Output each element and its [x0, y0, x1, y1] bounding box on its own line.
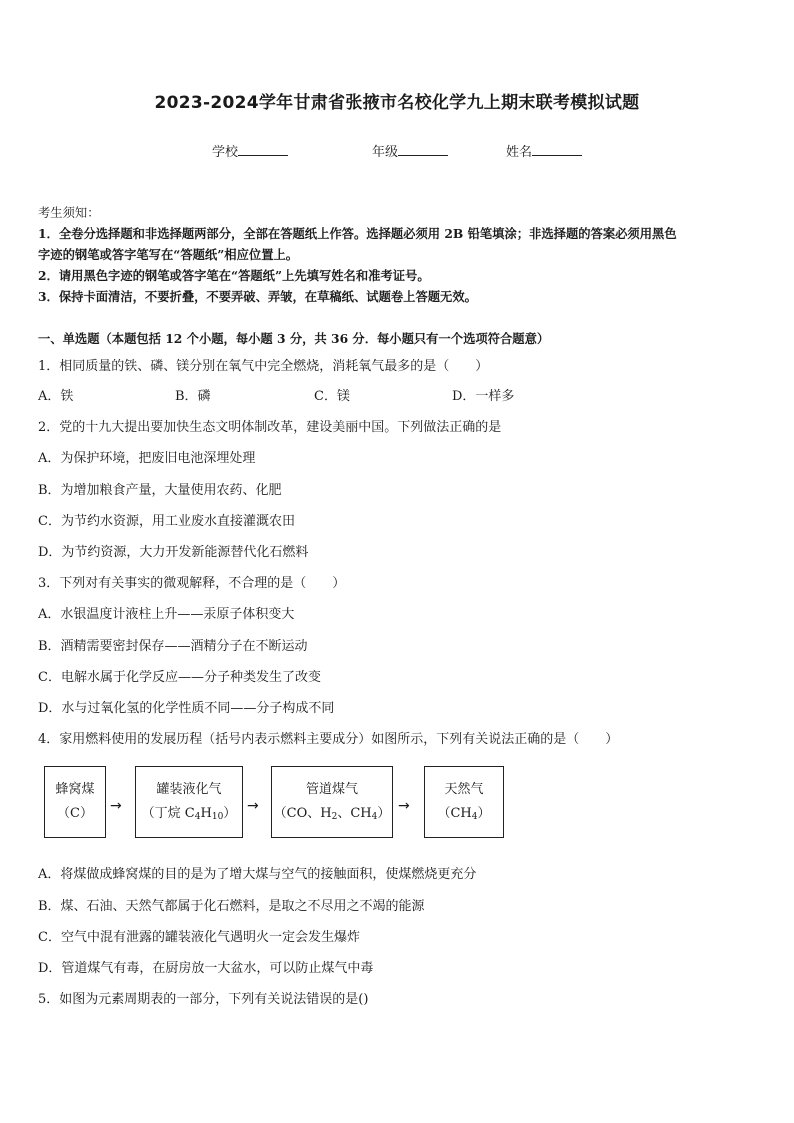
grade-label: 年级: [372, 145, 399, 160]
notice-line-2: 2．请用黑色字迹的钢笔或答字笔在“答题纸”上先填写姓名和准考证号。: [38, 268, 430, 283]
q3-option-d[interactable]: D．水与过氧化氢的化学性质不同——分子构成不同: [38, 701, 335, 716]
q3-stem: 3．下列对有关事实的微观解释，不合理的是（ ）: [38, 576, 346, 591]
q1-option-d[interactable]: D．一样多: [452, 389, 515, 404]
q1-stem: 1．相同质量的铁、磷、镁分别在氧气中完全燃烧，消耗氧气最多的是（ ）: [38, 359, 489, 374]
name-blank[interactable]: [532, 143, 582, 156]
box2-formula: （丁烷 $C_4H_{10}$）: [141, 806, 237, 822]
box3-formula: （CO、$H_2$、$CH_4$）: [273, 806, 391, 822]
name-field: [506, 141, 582, 160]
notice-line-1a: 1．全卷分选择题和非选择题两部分，全部在答题纸上作答。选择题必须用 2B 铅笔填涂；非选择题的答案必须用黑色: [38, 226, 677, 241]
box3-name: 管道煤气: [305, 782, 358, 797]
q4-option-d[interactable]: D．管道煤气有毒，在厨房放一大盆水，可以防止煤气中毒: [38, 961, 374, 976]
q2-option-c[interactable]: C．为节约水资源，用工业废水直接灌溉农田: [38, 514, 295, 529]
notice-line-1b: 字迹的钢笔或答字笔写在“答题纸”相应位置上。: [38, 247, 299, 262]
box-lpg: [135, 766, 243, 838]
grade-field: [372, 141, 448, 160]
box-natural-gas: [424, 766, 504, 838]
box4-formula: $(CH_4)$: [437, 806, 491, 822]
q2-option-b[interactable]: B．为增加粮食产量，大量使用农药、化肥: [38, 483, 282, 498]
q4-option-c[interactable]: C．空气中混有泄露的罐装液化气遇明火一定会发生爆炸: [38, 930, 360, 945]
grade-blank[interactable]: [398, 143, 448, 156]
arrow-1-icon: →: [110, 798, 122, 814]
section-heading: 一、单选题（本题包括 12 个小题，每小题 3 分，共 36 分．每小题只有一个选项符合题意）: [38, 331, 550, 346]
box1-name: 蜂窝煤: [55, 782, 95, 797]
box-pipeline-gas: [271, 766, 393, 838]
q4-stem: 4．家用燃料使用的发展历程（括号内表示燃料主要成分）如图所示，下列有关说法正确的是（ ）: [38, 732, 619, 747]
q5-stem: 5．如图为元素周期表的一部分，下列有关说法错误的是(): [38, 992, 369, 1007]
name-label: 姓名: [506, 145, 533, 160]
notice-line-3: 3．保持卡面清洁，不要折叠，不要弄破、弄皱，在草稿纸、试题卷上答题无效。: [38, 289, 477, 304]
notice-heading: 考生须知：: [38, 206, 100, 220]
q4-option-a[interactable]: A．将煤做成蜂窝煤的目的是为了增大煤与空气的接触面积，使煤燃烧更充分: [38, 867, 477, 882]
school-label: 学校: [212, 145, 239, 160]
box1-formula: （C）: [57, 806, 93, 821]
q3-option-a[interactable]: A．水银温度计液柱上升——汞原子体积变大: [38, 607, 295, 622]
q2-option-d[interactable]: D．为节约资源，大力开发新能源替代化石燃料: [38, 545, 309, 560]
box2-name: 罐装液化气: [156, 782, 222, 797]
q1-option-b[interactable]: B．磷: [175, 389, 211, 404]
q1-option-a[interactable]: A．铁: [38, 389, 74, 404]
arrow-2-icon: →: [247, 798, 259, 814]
q1-option-c[interactable]: C．镁: [314, 389, 350, 404]
q2-option-a[interactable]: A．为保护环境，把废旧电池深埋处理: [38, 451, 256, 466]
page-title: 2023-2024学年甘肃省张掖市名校化学九上期末联考模拟试题: [154, 93, 640, 113]
q4-option-b[interactable]: B．煤、石油、天然气都属于化石燃料，是取之不尽用之不竭的能源: [38, 899, 425, 914]
school-blank[interactable]: [238, 143, 288, 156]
q3-option-c[interactable]: C．电解水属于化学反应——分子种类发生了改变: [38, 670, 321, 685]
school-field: [212, 141, 288, 160]
q3-option-b[interactable]: B．酒精需要密封保存——酒精分子在不断运动: [38, 639, 308, 654]
arrow-3-icon: →: [398, 798, 410, 814]
q2-stem: 2．党的十九大提出要加快生态文明体制改革，建设美丽中国。下列做法正确的是: [38, 420, 502, 435]
box4-name: 天然气: [444, 782, 484, 797]
box-honeycomb-coal: [44, 766, 106, 838]
